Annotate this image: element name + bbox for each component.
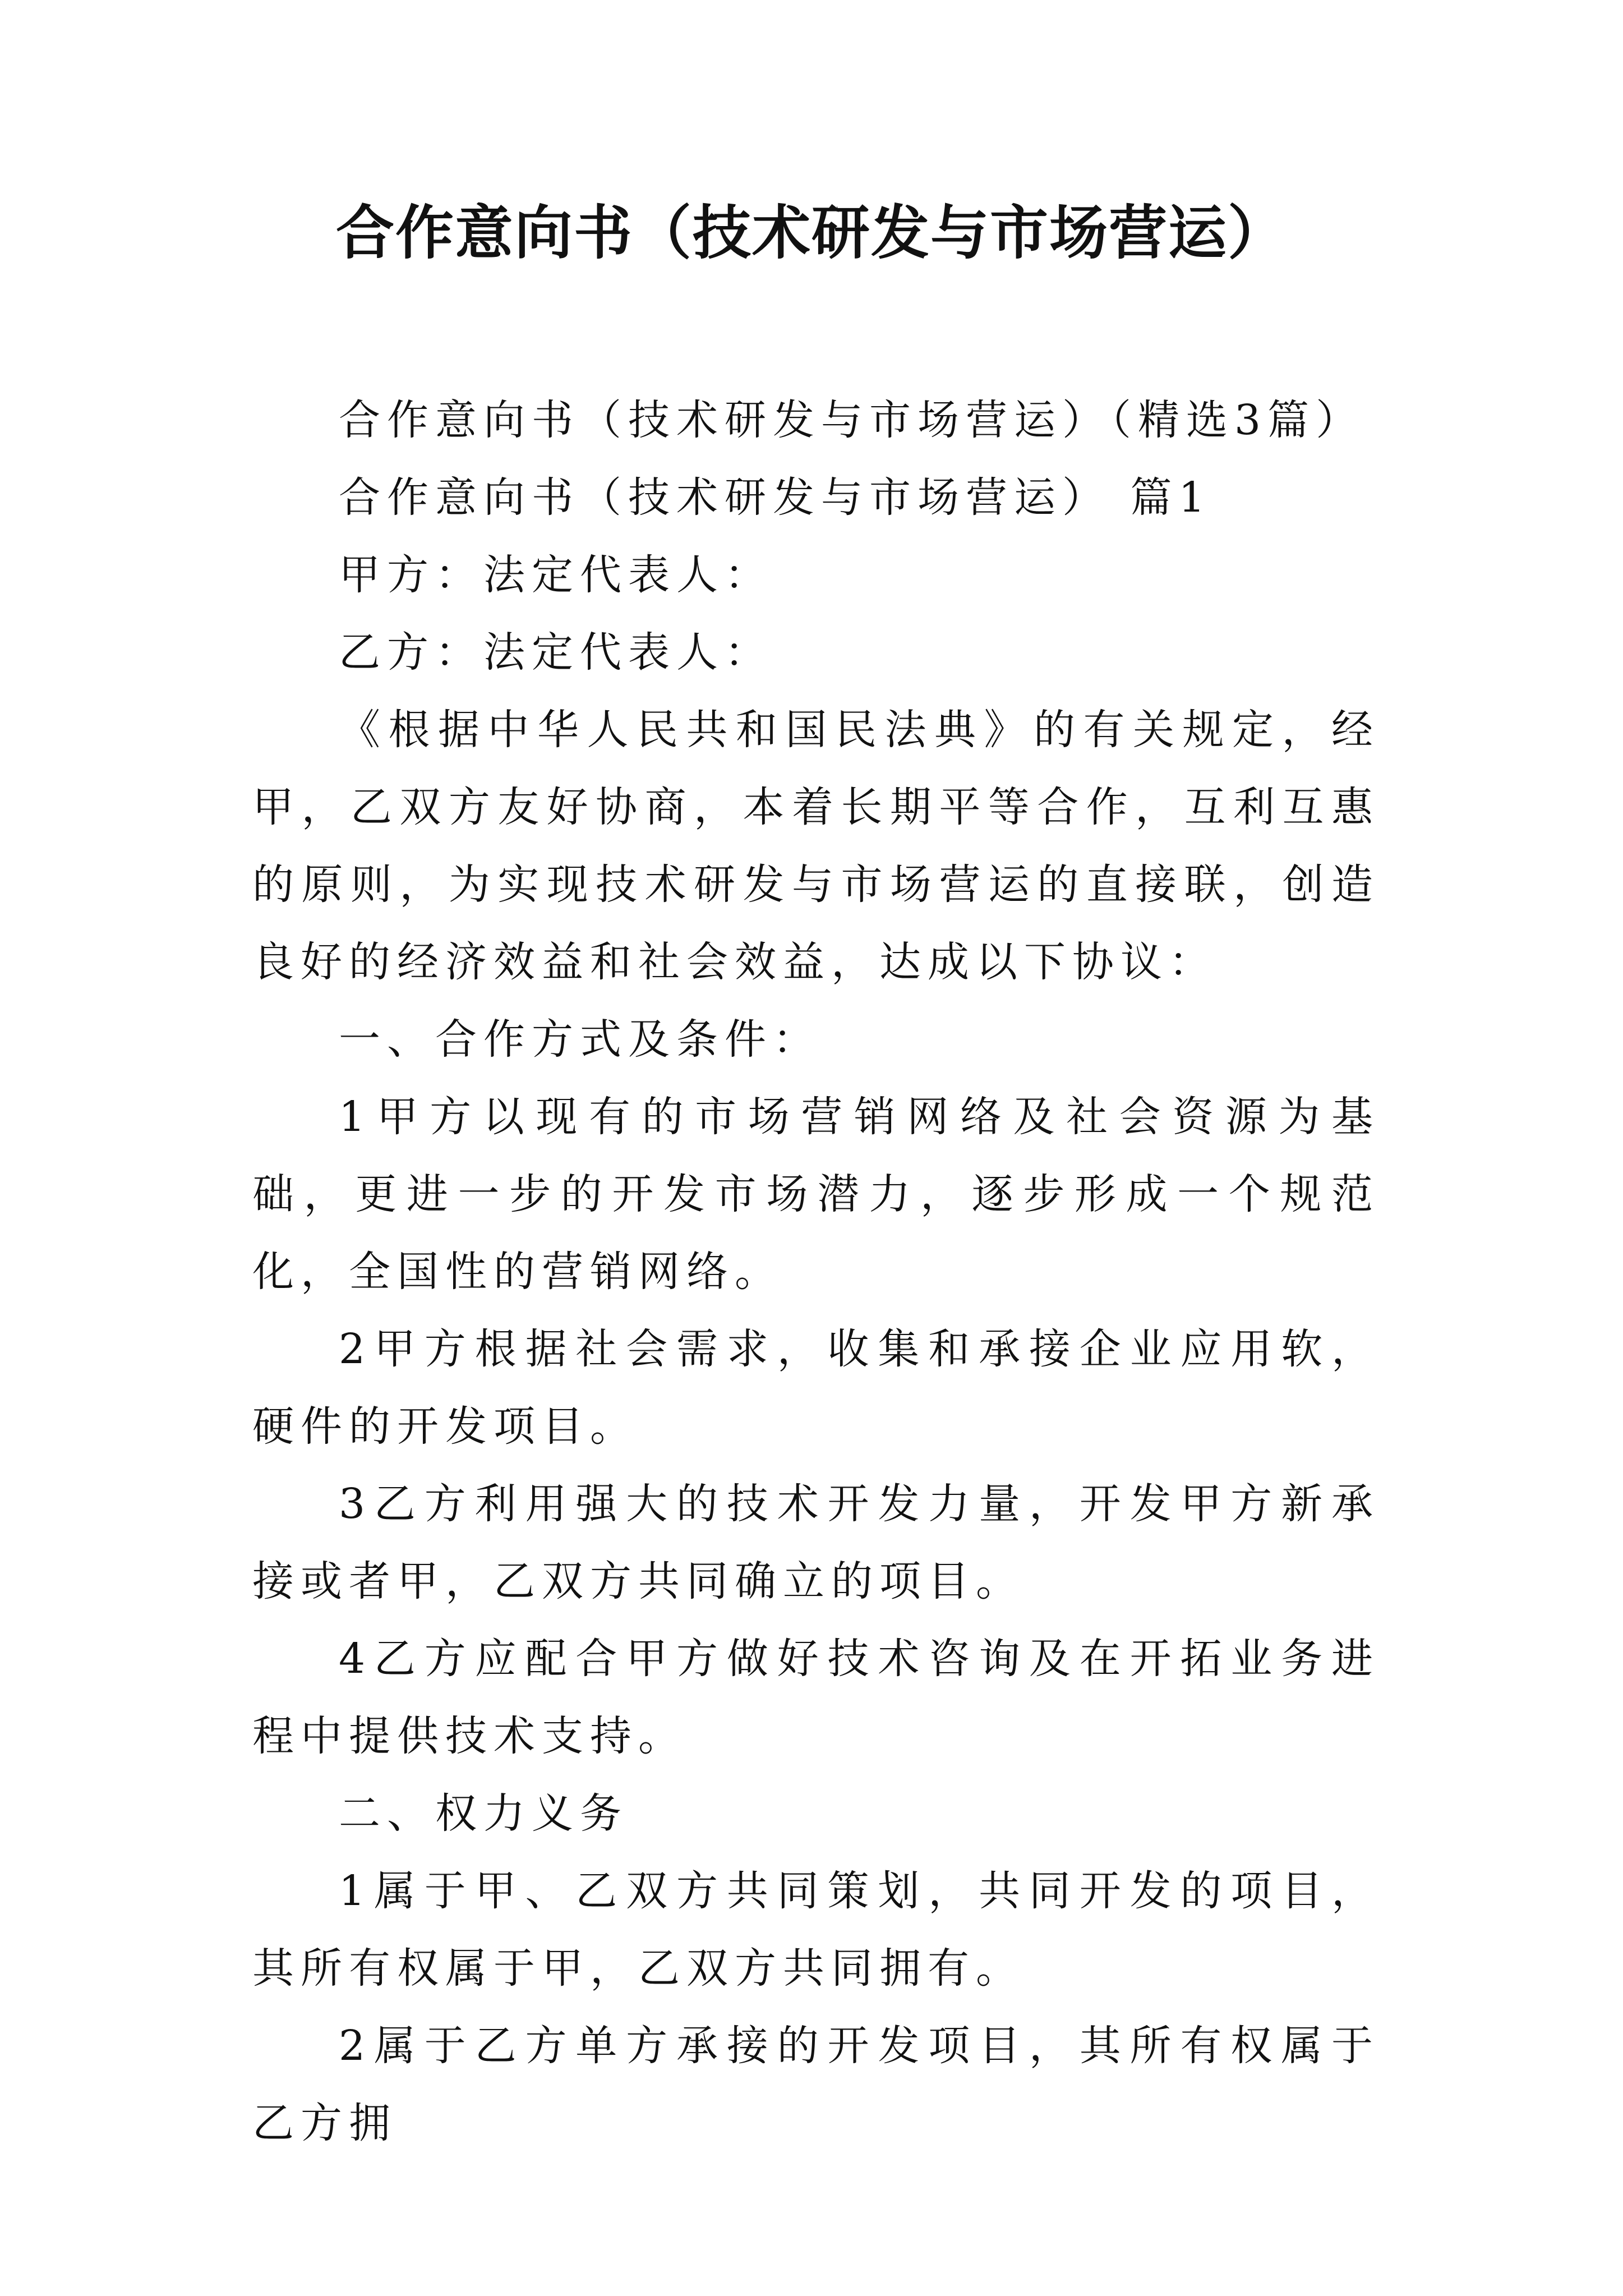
paragraph-clause-2-2: 2属于乙方单方承接的开发项目，其所有权属于乙方拥 [252,2022,1380,2147]
paragraph-clause-1-3: 3乙方利用强大的技术开发力量，开发甲方新承接或者甲，乙双方共同确立的项目。 [252,1480,1380,1605]
paragraph-collection-title: 合作意向书（技术研发与市场营运）（精选3篇） [339,396,1364,444]
paragraph-heading-cooperation: 一、合作方式及条件： [339,1015,821,1064]
paragraph-clause-2-1: 1属于甲、乙双方共同策划，共同开发的项目，其所有权属于甲，乙双方共同拥有。 [252,1867,1380,1993]
paragraph-clause-1-1: 1甲方以现有的市场营销网络及社会资源为基础，更进一步的开发市场潜力，逐步形成一个规范化，全国性的营销网络。 [252,1093,1380,1296]
paragraph-section-heading: 合作意向书（技术研发与市场营运） 篇1 [339,473,1212,522]
paragraph-party-b: 乙方：法定代表人： [339,628,773,677]
paragraph-heading-rights: 二、权力义务 [339,1789,628,1838]
paragraph-preamble: 《根据中华人民共和国民法典》的有关规定，经甲，乙双方友好协商，本着长期平等合作，互利互惠的原则，为实现技术研发与市场营运的直接联，创造良好的经济效益和社会效益，达成以下协议： [252,706,1380,986]
paragraph-clause-1-2: 2甲方根据社会需求，收集和承接企业应用软，硬件的开发项目。 [252,1325,1380,1451]
paragraph-clause-1-4: 4乙方应配合甲方做好技术咨询及在开拓业务进程中提供技术支持。 [252,1635,1380,1760]
document-title: 合作意向书（技术研发与市场营运） [335,198,1287,267]
document-body [252,381,1380,2162]
paragraph-party-a: 甲方：法定代表人： [339,551,773,599]
